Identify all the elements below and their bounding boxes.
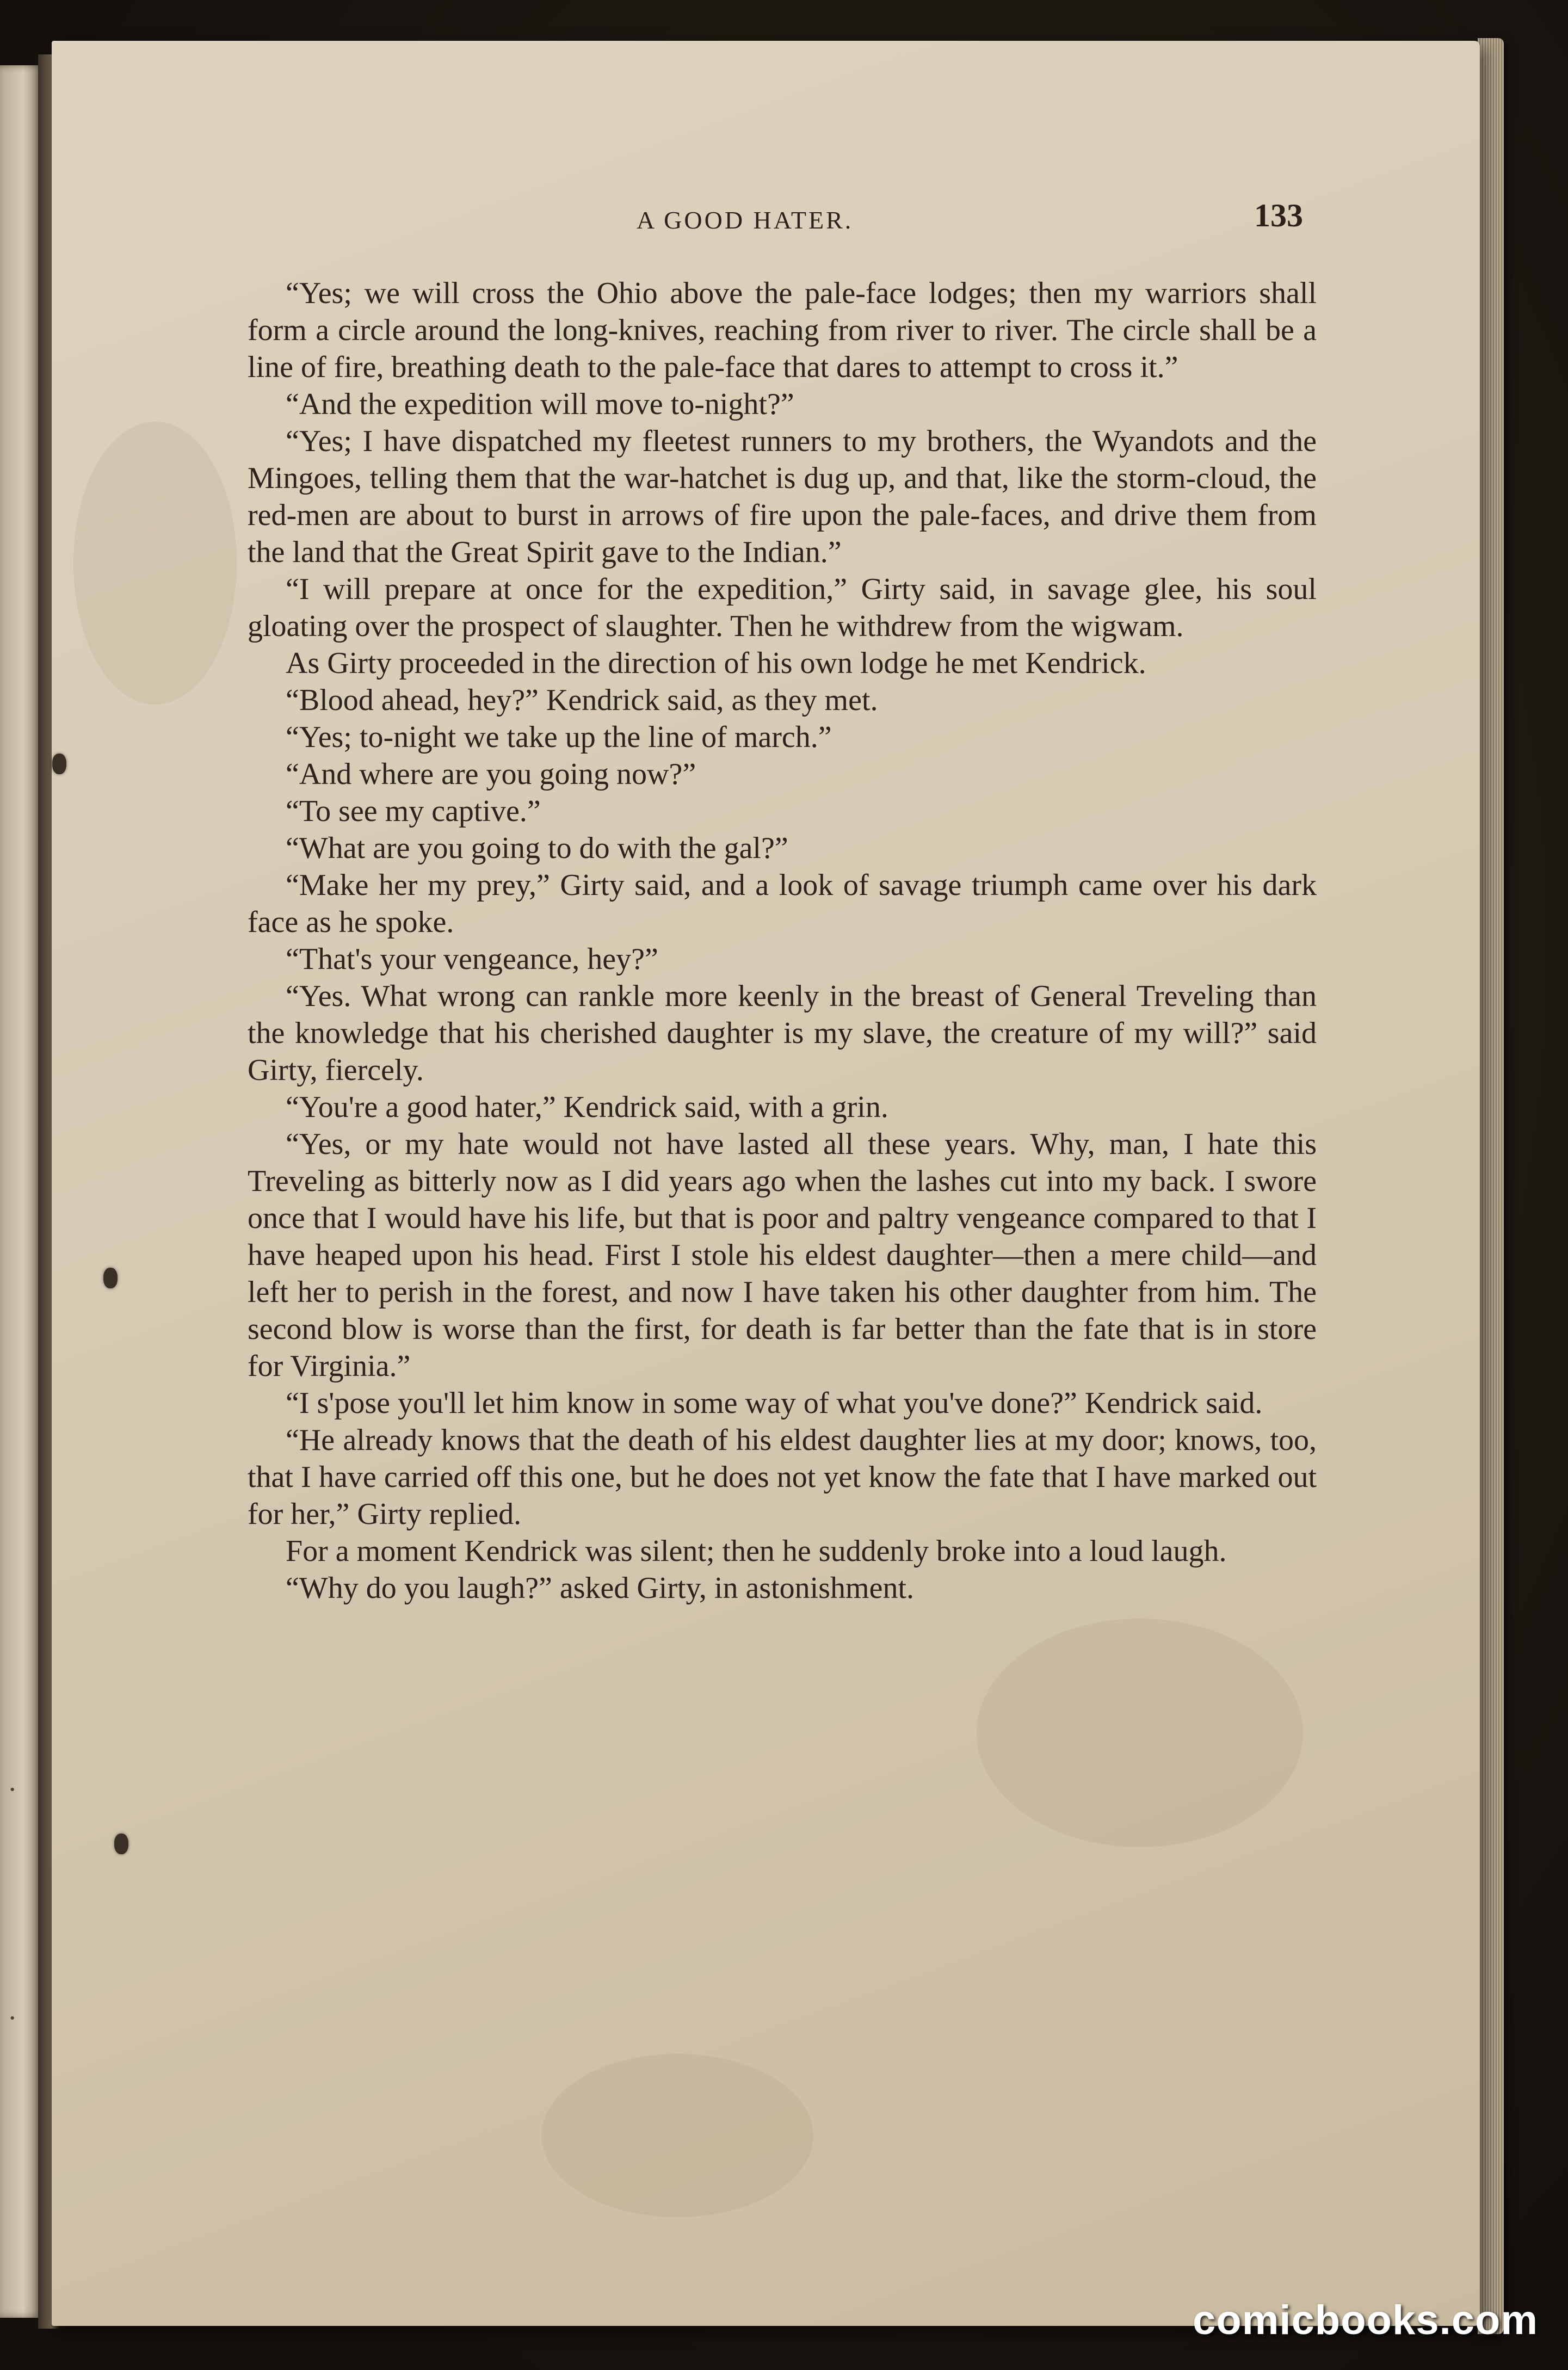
- paragraph: “Blood ahead, hey?” Kendrick said, as they met.: [286, 683, 878, 717]
- binding-hole: [52, 754, 66, 774]
- paragraph: “Yes; I have dispatched my fleetest runners to my brothers, the Wyandots and the Mingoes, telling them that the war-hatchet is dug up, and that, like the storm-cloud, the red-men are about to burst in arrows of fire upon the pale-faces, and drive them from the land that the Great Spirit gave to the Indian.”: [248, 424, 1317, 569]
- paragraph: “Yes; to-night we take up the line of march.”: [286, 720, 832, 754]
- paragraph: “Yes, or my hate would not have lasted all these years. Why, man, I hate this Treveling as bitterly now as I did years ago when the lashes cut into my back. I swore once that I would have his life, but that is poor and paltry vengeance compared to that I have heaped upon his head. First I stole his eldest daughter—then a mere child—and left her to perish in the forest, and now I have taken his other daughter from him. The second blow is worse than the first, for death is far better than the fate that is in store for Virginia.”: [248, 1127, 1317, 1383]
- page-stack-edges: [1478, 38, 1504, 2334]
- running-head: A GOOD HATER.: [637, 206, 854, 234]
- paragraph: “To see my captive.”: [286, 794, 541, 828]
- foxing-stain: [73, 422, 237, 705]
- paragraph: “Make her my prey,” Girty said, and a look of savage triumph came over his dark face as he spoke.: [248, 868, 1317, 939]
- paragraph: “And the expedition will move to-night?”: [286, 387, 794, 421]
- paragraph: For a moment Kendrick was silent; then he suddenly broke into a loud laugh.: [286, 1534, 1227, 1568]
- foxing-stain: [977, 1619, 1303, 1847]
- paragraph: “You're a good hater,” Kendrick said, with a grin.: [286, 1090, 888, 1124]
- paragraph: “That's your vengeance, hey?”: [286, 942, 658, 976]
- margin-mark: ·: [8, 1774, 17, 1805]
- watermark: comicbooks.com: [1193, 2297, 1538, 2343]
- binding-hole: [103, 1268, 118, 1288]
- paragraph: “Yes; we will cross the Ohio above the pale-face lodges; then my warriors shall form a circle around the long-knives, reaching from river to river. The circle shall be a line of fire, breathing death to the pale-face that dares to attempt to cross it.”: [248, 276, 1317, 384]
- body-text: [248, 275, 1317, 1607]
- paragraph: “I s'pose you'll let him know in some way of what you've done?” Kendrick said.: [286, 1386, 1263, 1420]
- facing-page-edge: [0, 65, 42, 2318]
- paragraph: As Girty proceeded in the direction of his own lodge he met Kendrick.: [286, 646, 1146, 680]
- foxing-stain: [541, 2054, 813, 2217]
- paragraph: “He already knows that the death of his eldest daughter lies at my door; knows, too, that I have carried off this one, but he does not yet know the fate that I have marked out for her,” Girty replied.: [248, 1423, 1317, 1531]
- margin-mark: ·: [8, 2003, 17, 2034]
- page-number: 133: [1254, 198, 1303, 233]
- paragraph: “Why do you laugh?” asked Girty, in astonishment.: [286, 1571, 914, 1605]
- paragraph: “I will prepare at once for the expedition,” Girty said, in savage glee, his soul gloating over the prospect of slaughter. Then he withdrew from the wigwam.: [248, 572, 1317, 643]
- binding-hole: [114, 1834, 128, 1854]
- paragraph: “And where are you going now?”: [286, 757, 696, 791]
- paragraph: “What are you going to do with the gal?”: [286, 831, 788, 865]
- paragraph: “Yes. What wrong can rankle more keenly in the breast of General Treveling than the knowledge that his cherished daughter is my slave, the creature of my will?” said Girty, fiercely.: [248, 979, 1317, 1087]
